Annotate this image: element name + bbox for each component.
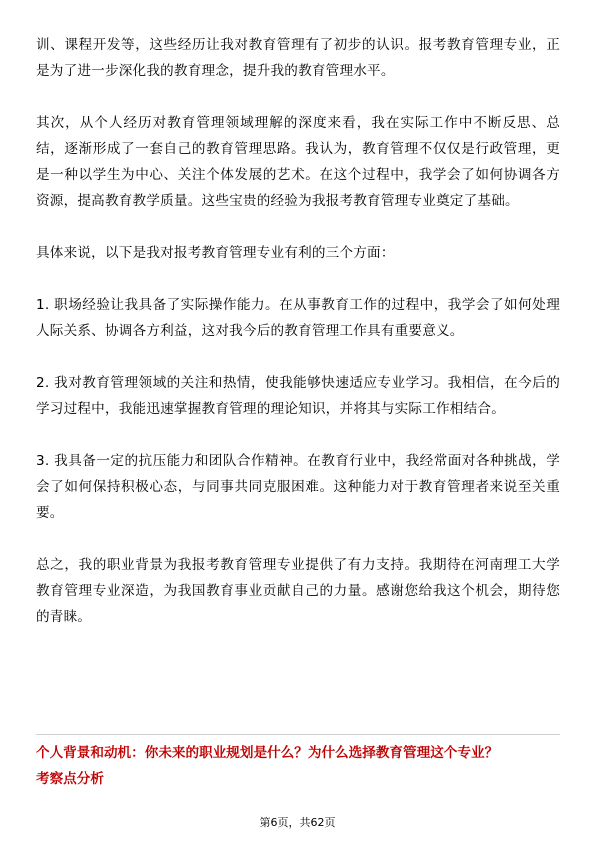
body-text [36,32,560,656]
paragraph-7: 总之，我的职业背景为我报考教育管理专业提供了有力支持。我期待在河南理工大学教育管理专业深造，为我国教育事业贡献自己的力量。感谢您给我这个机会，期待您的青睐。 [36,557,560,625]
paragraph-6: 3. 我具备一定的抗压能力和团队合作精神。在教育行业中，我经常面对各种挑战，学会了如何保持积极心态，与同事共同克服困难。这种能力对于教育管理者来说至关重要。 [36,453,560,521]
paragraph-2: 其次，从个人经历对教育管理领域理解的深度来看，我在实际工作中不断反思、总结，逐渐形成了一套自己的教育管理思路。我认为，教育管理不仅仅是行政管理，更是一种以学生为中心、关注个体发展的艺术。在这个过程中，我学会了如何协调各方资源，提高教育教学质量。这些宝贵的经验为我报考教育管理专业奠定了基础。 [36,115,560,209]
analysis-heading: 考察点分析 [36,771,104,787]
paragraph-5: 2. 我对教育管理领域的关注和热情，使我能够快速适应专业学习。我相信，在今后的学习过程中，我能迅速掌握教育管理的理论知识，并将其与实际工作相结合。 [36,375,560,417]
paragraph-4: 1. 职场经验让我具备了实际操作能力。在从事教育工作的过程中，我学会了如何处理人际关系、协调各方利益，这对我今后的教育管理工作具有重要意义。 [36,297,560,339]
page-number: 第6页，共62页 [259,816,336,829]
section-divider [36,734,560,735]
question-heading: 个人背景和动机：你未来的职业规划是什么？为什么选择教育管理这个专业？ [36,745,499,761]
paragraph-3: 具体来说，以下是我对报考教育管理专业有利的三个方面： [36,245,395,261]
paragraph-1: 训、课程开发等，这些经历让我对教育管理有了初步的认识。报考教育管理专业，正是为了进一步深化我的教育理念，提升我的教育管理水平。 [36,37,560,79]
